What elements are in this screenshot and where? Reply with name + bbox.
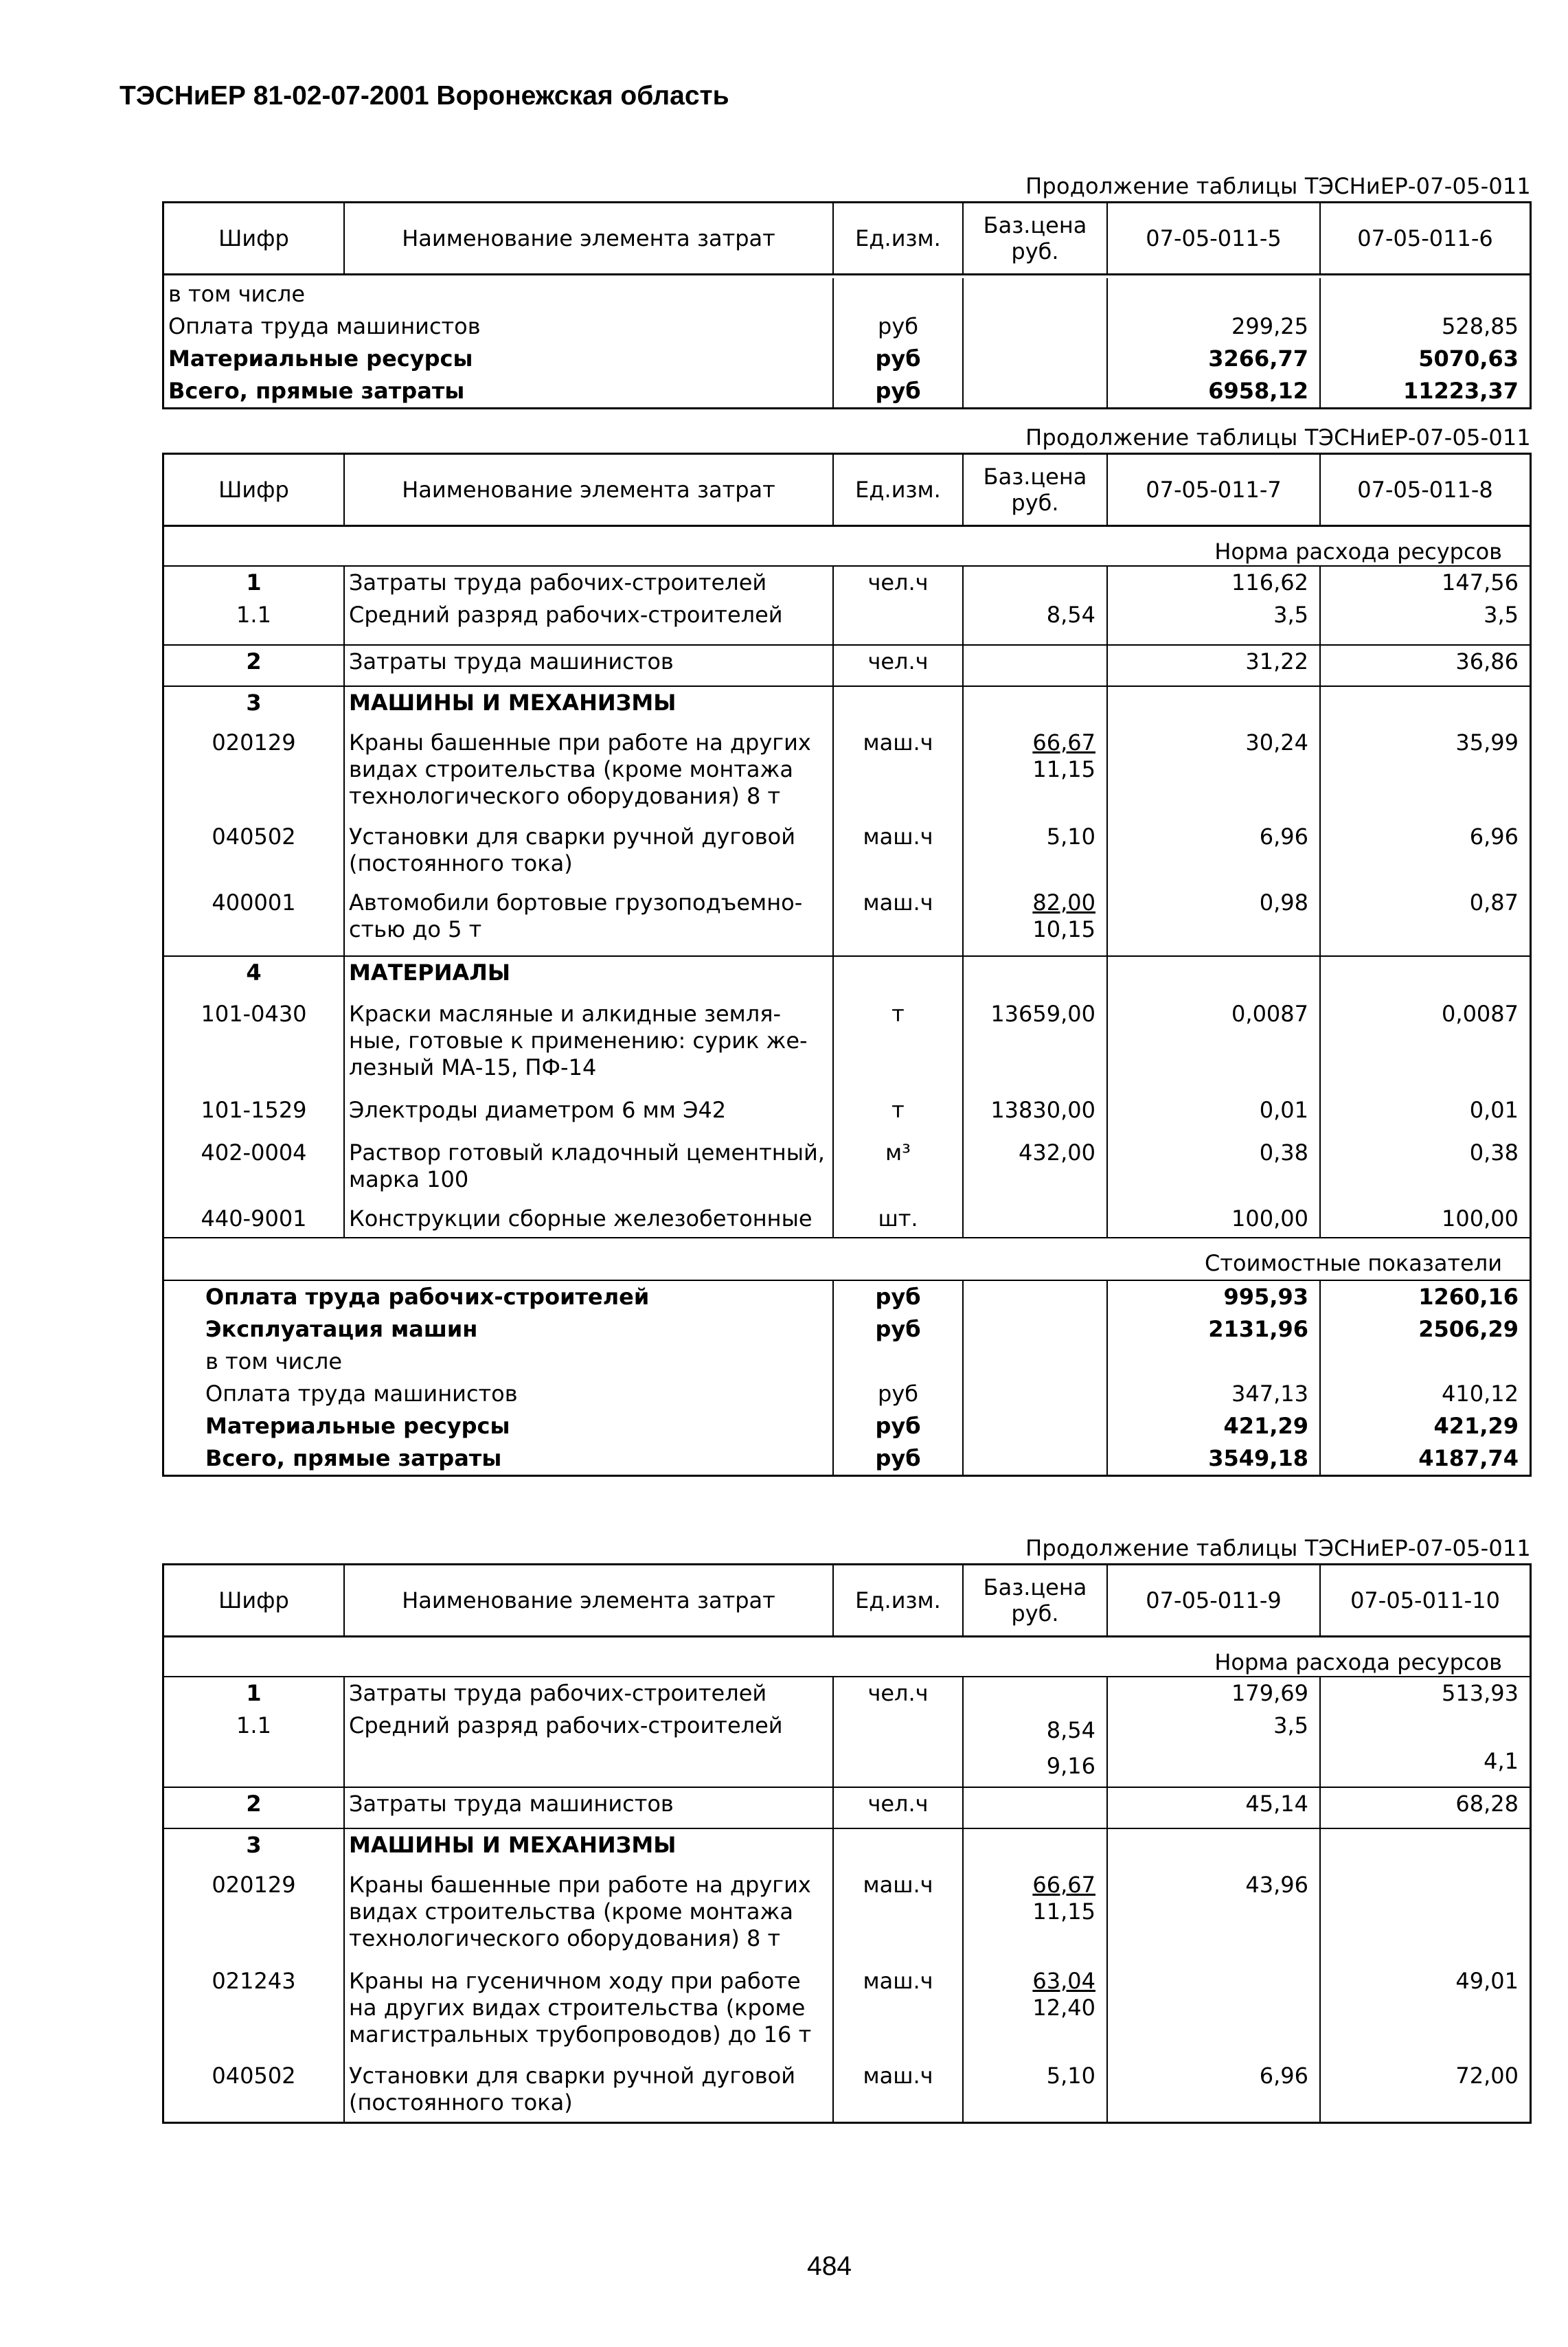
table-row <box>164 1137 1530 1203</box>
row-value-a: 45,14 <box>1108 1788 1321 1828</box>
row-price: 432,00 <box>964 1137 1108 1203</box>
row-price: 13830,00 <box>964 1094 1108 1137</box>
table-row <box>164 310 1530 343</box>
row-value-a <box>1108 1965 1321 2060</box>
row-unit: чел.ч <box>834 1677 964 1710</box>
row-price: 5,10 <box>964 821 1108 887</box>
row-price <box>964 1203 1108 1237</box>
row-name: Всего, прямые затраты <box>164 375 834 407</box>
col-code-header: Шифр <box>164 455 345 525</box>
col-code-header: Шифр <box>164 203 345 273</box>
col-price-header: Баз.цена руб. <box>964 203 1108 273</box>
table-1 <box>162 201 1532 409</box>
col-a-header: 07-05-011-5 <box>1108 203 1321 273</box>
table-row <box>164 955 1530 998</box>
row-name: Краны башенные при работе на других видах строительства (кроме монтажа технологического оборудования) 8 т <box>345 1869 834 1965</box>
row-price <box>964 1677 1108 1710</box>
row-name: Оплата труда машинистов <box>164 1378 834 1410</box>
row-value-b: 3,5 <box>1484 602 1519 628</box>
row-value-b: 4187,74 <box>1418 1445 1519 1471</box>
row-name: Оплата труда рабочих-строителей <box>164 1281 834 1313</box>
row-unit: т <box>834 998 964 1094</box>
row-value-a: 2131,96 <box>1108 1313 1321 1346</box>
col-code-header: Шифр <box>164 1565 345 1635</box>
col-unit-header: Ед.изм. <box>834 203 964 273</box>
document-title: ТЭСНиЕР 81-02-07-2001 Воронежская область <box>120 81 729 111</box>
page-number: 484 <box>807 2252 852 2281</box>
row-price: 8,54 <box>964 599 1108 644</box>
table-row <box>164 2060 1530 2122</box>
row-code: 1.1 <box>164 1710 345 1787</box>
col-name-header: Наименование элемента затрат <box>345 1565 834 1635</box>
row-code: 3 <box>164 687 345 727</box>
row-unit: руб <box>834 375 964 407</box>
row-value-a: 30,24 <box>1108 727 1321 821</box>
table-header <box>164 203 1530 275</box>
row-name: Раствор готовый кладочный цементный, марка 100 <box>345 1137 834 1203</box>
table-row <box>164 1442 1530 1475</box>
row-value-b: 421,29 <box>1433 1413 1519 1439</box>
table-row <box>164 644 1530 685</box>
row-value-b: 0,0087 <box>1442 1001 1519 1027</box>
row-unit: руб <box>834 1442 964 1475</box>
row-value-b: 410,12 <box>1442 1381 1519 1407</box>
row-price: 5,10 <box>964 2060 1108 2122</box>
col-b-header: 07-05-011-6 <box>1357 225 1493 251</box>
table-row <box>164 1094 1530 1137</box>
table-row <box>164 1677 1530 1710</box>
row-value-a: 6,96 <box>1108 2060 1321 2122</box>
row-value-b: 5070,63 <box>1418 345 1519 372</box>
row-name: Затраты труда машинистов <box>345 646 834 685</box>
row-unit: руб <box>834 1410 964 1442</box>
row-name: Оплата труда машинистов <box>164 310 834 343</box>
row-unit: руб <box>834 1281 964 1313</box>
col-unit-header: Ед.изм. <box>834 1565 964 1635</box>
row-value-b: 36,86 <box>1455 648 1519 674</box>
table-header <box>164 1565 1530 1637</box>
table-row <box>164 998 1530 1094</box>
row-unit: шт. <box>834 1203 964 1237</box>
row-price-secondary: 10,15 <box>1032 916 1095 942</box>
row-code: 440-9001 <box>164 1203 345 1237</box>
col-price-header: Баз.цена руб. <box>964 1565 1108 1635</box>
table-row <box>164 1965 1530 2060</box>
row-name: Эксплуатация машин <box>164 1313 834 1346</box>
row-value-a: 116,62 <box>1108 567 1321 599</box>
row-name: Всего, прямые затраты <box>164 1442 834 1475</box>
row-value-b: 100,00 <box>1442 1205 1519 1232</box>
row-value-b: 0,38 <box>1469 1140 1519 1166</box>
row-value-b: 35,99 <box>1455 729 1519 756</box>
row-code: 021243 <box>164 1965 345 2060</box>
row-code: 402-0004 <box>164 1137 345 1203</box>
row-code: 040502 <box>164 821 345 887</box>
row-unit <box>834 599 964 644</box>
row-code: 101-0430 <box>164 998 345 1094</box>
row-value-a: 43,96 <box>1108 1869 1321 1965</box>
row-value-a: 3549,18 <box>1108 1442 1321 1475</box>
row-unit: руб <box>834 1313 964 1346</box>
table-row <box>164 375 1530 407</box>
row-value-a: 3,5 <box>1108 599 1321 644</box>
row-value-a: 995,93 <box>1108 1281 1321 1313</box>
row-price <box>964 567 1108 599</box>
table-row <box>164 1869 1530 1965</box>
row-name: Краны на гусеничном ходу при работе на других видах строительства (кроме магистральных трубопроводов) до 16 т <box>345 1965 834 2060</box>
col-b-header: 07-05-011-10 <box>1350 1587 1500 1613</box>
row-value-b: 72,00 <box>1455 2063 1519 2089</box>
row-code: 2 <box>164 1788 345 1828</box>
row-value-a: 299,25 <box>1108 310 1321 343</box>
table-row <box>164 1410 1530 1442</box>
row-value-a: 31,22 <box>1108 646 1321 685</box>
table-row <box>164 1203 1530 1237</box>
row-name: Автомобили бортовые грузоподъемно-стью до 5 т <box>345 887 834 955</box>
row-unit: руб <box>834 1378 964 1410</box>
row-unit: м³ <box>834 1137 964 1203</box>
row-value-b: 11223,37 <box>1402 378 1519 404</box>
continuation-label: Продолжение таблицы ТЭСНиЕР-07-05-011 <box>1025 1535 1531 1561</box>
table-row <box>164 1281 1530 1313</box>
row-value-a: 421,29 <box>1108 1410 1321 1442</box>
col-a-header: 07-05-011-9 <box>1108 1565 1321 1635</box>
table-row <box>164 567 1530 599</box>
row-name: Затраты труда рабочих-строителей <box>345 1677 834 1710</box>
row-price <box>964 1788 1108 1828</box>
col-price-header: Баз.цена руб. <box>964 455 1108 525</box>
row-price-secondary: 11,15 <box>1032 756 1095 782</box>
row-unit: маш.ч <box>834 821 964 887</box>
row-name: МАШИНЫ И МЕХАНИЗМЫ <box>345 687 834 727</box>
row-code: 400001 <box>164 887 345 955</box>
row-value-b <box>1321 1869 1530 1965</box>
table-row <box>164 821 1530 887</box>
row-name: Средний разряд рабочих-строителей <box>345 1710 834 1787</box>
row-price-secondary: 9,16 <box>1046 1753 1095 1779</box>
continuation-label: Продолжение таблицы ТЭСНиЕР-07-05-011 <box>1025 173 1531 199</box>
row-value-a: 179,69 <box>1108 1677 1321 1710</box>
row-value-a: 100,00 <box>1108 1203 1321 1237</box>
row-value-a: 0,01 <box>1108 1094 1321 1137</box>
row-price: 66,67 <box>1032 729 1095 756</box>
row-name: МАШИНЫ И МЕХАНИЗМЫ <box>345 1829 834 1869</box>
row-price <box>964 646 1108 685</box>
section-costs-label: Стоимостные показатели <box>164 1237 1530 1281</box>
row-code: 4 <box>164 957 345 998</box>
row-unit: чел.ч <box>834 646 964 685</box>
row-value-b: 147,56 <box>1442 569 1519 596</box>
section-norms-label: Норма расхода ресурсов <box>164 527 1530 567</box>
row-code: 020129 <box>164 727 345 821</box>
row-unit: маш.ч <box>834 1965 964 2060</box>
row-value-a: 0,98 <box>1108 887 1321 955</box>
row-code: 101-1529 <box>164 1094 345 1137</box>
section-norms-label: Норма расхода ресурсов <box>164 1637 1530 1677</box>
row-code: 020129 <box>164 1869 345 1965</box>
row-price: 13659,00 <box>964 998 1108 1094</box>
row-name: Установки для сварки ручной дуговой (постоянного тока) <box>345 821 834 887</box>
row-value-b: 513,93 <box>1442 1680 1519 1706</box>
row-name: МАТЕРИАЛЫ <box>345 957 834 998</box>
row-name: Затраты труда машинистов <box>345 1788 834 1828</box>
row-name: Конструкции сборные железобетонные <box>345 1203 834 1237</box>
table-row <box>164 1710 1530 1787</box>
row-price: 63,04 <box>1032 1968 1095 1994</box>
row-value-b: 528,85 <box>1442 313 1519 339</box>
row-value-a: 3266,77 <box>1108 343 1321 375</box>
row-price-secondary: 12,40 <box>1032 1995 1095 2021</box>
row-value-b: 2506,29 <box>1418 1316 1519 1342</box>
table-row <box>164 275 1530 310</box>
table-row <box>164 599 1530 644</box>
row-name: Затраты труда рабочих-строителей <box>345 567 834 599</box>
col-unit-header: Ед.изм. <box>834 455 964 525</box>
continuation-label: Продолжение таблицы ТЭСНиЕР-07-05-011 <box>1025 424 1531 451</box>
table-row <box>164 685 1530 727</box>
row-unit: маш.ч <box>834 1869 964 1965</box>
row-name: Материальные ресурсы <box>164 1410 834 1442</box>
col-name-header: Наименование элемента затрат <box>345 203 834 273</box>
table-row <box>164 1313 1530 1346</box>
table-row <box>164 727 1530 821</box>
row-value-a: 6958,12 <box>1108 375 1321 407</box>
row-value-b: 0,01 <box>1469 1097 1519 1123</box>
row-unit: чел.ч <box>834 567 964 599</box>
row-value-a: 0,38 <box>1108 1137 1321 1203</box>
row-value-b: 4,1 <box>1484 1748 1519 1774</box>
row-price-secondary: 11,15 <box>1032 1898 1095 1925</box>
row-name: Установки для сварки ручной дуговой (постоянного тока) <box>345 2060 834 2122</box>
row-name: Электроды диаметром 6 мм Э42 <box>345 1094 834 1137</box>
row-value-a: 347,13 <box>1108 1378 1321 1410</box>
row-value-a: 0,0087 <box>1108 998 1321 1094</box>
row-name: Краски масляные и алкидные земля-ные, готовые к применению: сурик же-лезный МА-15, ПФ-14 <box>345 998 834 1094</box>
row-code: 3 <box>164 1829 345 1869</box>
row-price: 82,00 <box>1032 889 1095 916</box>
table-2 <box>162 453 1532 1477</box>
row-value-b: 1260,16 <box>1418 1284 1519 1310</box>
row-name: Краны башенные при работе на других видах строительства (кроме монтажа технологического оборудования) 8 т <box>345 727 834 821</box>
row-value-b: 0,87 <box>1469 889 1519 916</box>
row-code: 1 <box>164 1677 345 1710</box>
row-value-b: 6,96 <box>1469 824 1519 850</box>
table-row <box>164 343 1530 375</box>
row-unit: т <box>834 1094 964 1137</box>
row-unit: руб <box>834 343 964 375</box>
row-unit <box>834 1710 964 1787</box>
row-price: 8,54 <box>1046 1717 1095 1743</box>
table-row <box>164 1378 1530 1410</box>
col-a-header: 07-05-011-7 <box>1108 455 1321 525</box>
table-row <box>164 1787 1530 1828</box>
row-code: 1.1 <box>164 599 345 644</box>
table-row <box>164 887 1530 955</box>
row-price: 66,67 <box>1032 1872 1095 1898</box>
col-b-header: 07-05-011-8 <box>1357 477 1493 503</box>
row-unit: чел.ч <box>834 1788 964 1828</box>
row-name: в том числе <box>164 278 834 310</box>
row-unit: маш.ч <box>834 727 964 821</box>
row-code: 1 <box>164 567 345 599</box>
row-value-a: 3,5 <box>1108 1710 1321 1787</box>
row-code: 040502 <box>164 2060 345 2122</box>
table-3 <box>162 1563 1532 2124</box>
row-name: Материальные ресурсы <box>164 343 834 375</box>
table-row <box>164 1346 1530 1378</box>
col-name-header: Наименование элемента затрат <box>345 455 834 525</box>
row-value-a: 6,96 <box>1108 821 1321 887</box>
table-row <box>164 1828 1530 1869</box>
row-code: 2 <box>164 646 345 685</box>
row-value-b: 68,28 <box>1455 1791 1519 1817</box>
row-name: Средний разряд рабочих-строителей <box>345 599 834 644</box>
row-unit: маш.ч <box>834 887 964 955</box>
row-value-b: 49,01 <box>1455 1968 1519 1994</box>
table-header <box>164 455 1530 527</box>
row-name: в том числе <box>164 1346 834 1378</box>
row-unit: руб <box>834 310 964 343</box>
row-unit: маш.ч <box>834 2060 964 2122</box>
